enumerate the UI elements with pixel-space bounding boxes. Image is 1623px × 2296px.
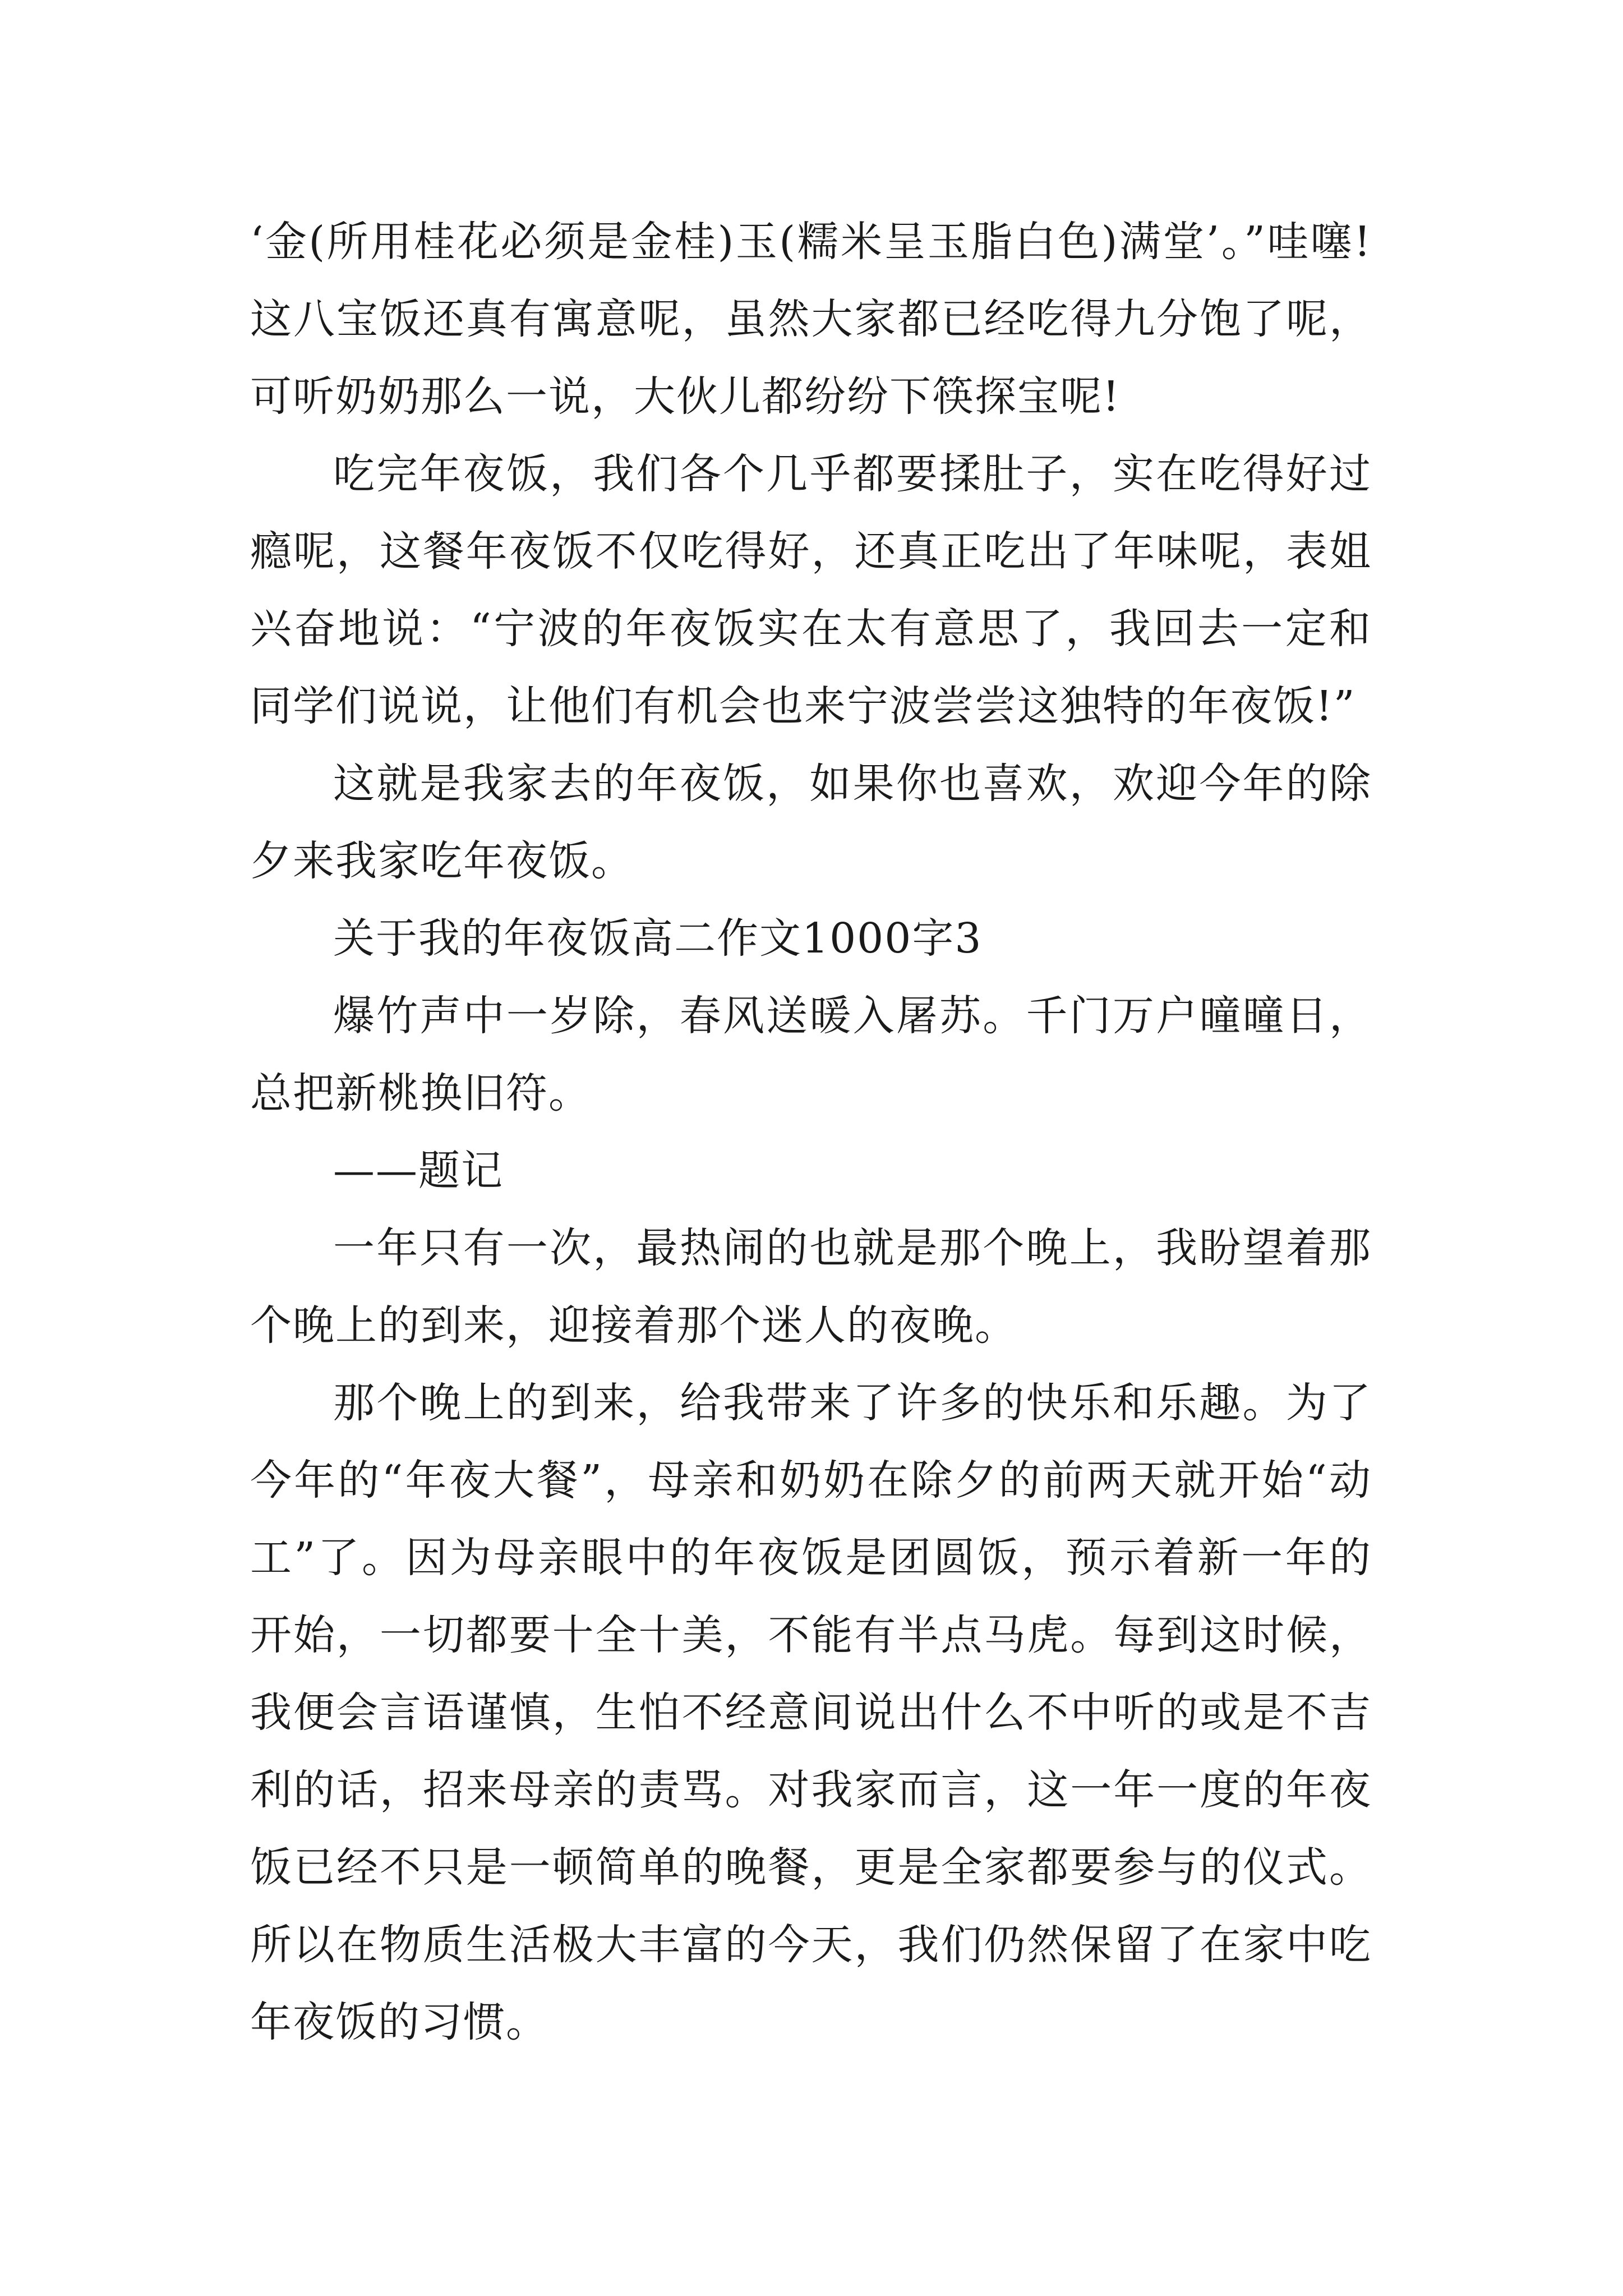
paragraph: 吃完年夜饭，我们各个几乎都要揉肚子，实在吃得好过瘾呢，这餐年夜饭不仅吃得好，还真正吃出了年味呢，表姐兴奋地说：“宁波的年夜饭实在太有意思了，我回去一定和同学们说说，让他们有机会也来宁波尝尝这独特的年夜饭!”: [250, 450, 1372, 730]
epigraph-attribution: ——题记: [333, 1147, 504, 1195]
paragraph: 那个晚上的到来，给我带来了许多的快乐和乐趣。为了今年的“年夜大餐”，母亲和奶奶在除夕的前两天就开始“动工”了。因为母亲眼中的年夜饭是团圆饭，预示着新一年的开始，一切都要十全十美，不能有半点马虎。每到这时候，我便会言语谨慎，生怕不经意间说出什么不中听的或是不吉利的话，招来母亲的责骂。对我家而言，这一年一度的年夜饭已经不只是一顿简单的晚餐，更是全家都要参与的仪式。所以在物质生活极大丰富的今天，我们仍然保留了在家中吃年夜饭的习惯。: [250, 1379, 1372, 2046]
epigraph-poem: 爆竹声中一岁除，春风送暖入屠苏。千门万户曈曈日，总把新桃换旧符。: [250, 992, 1372, 1117]
paragraph: 一年只有一次，最热闹的也就是那个晚上，我盼望着那个晚上的到来，迎接着那个迷人的夜晚。: [250, 1224, 1372, 1350]
paragraph: 这就是我家去的年夜饭，如果你也喜欢，欢迎今年的除夕来我家吃年夜饭。: [250, 760, 1372, 885]
paragraph-continued: ‘金(所用桂花必须是金桂)玉(糯米呈玉脂白色)满堂’。”哇噻!这八宝饭还真有寓意呢，虽然大家都已经吃得九分饱了呢，可听奶奶那么一说，大伙儿都纷纷下筷探宝呢!: [250, 218, 1372, 421]
essay-heading: 关于我的年夜饭高二作文1000字3: [333, 914, 983, 963]
document-body: [250, 203, 1372, 2061]
